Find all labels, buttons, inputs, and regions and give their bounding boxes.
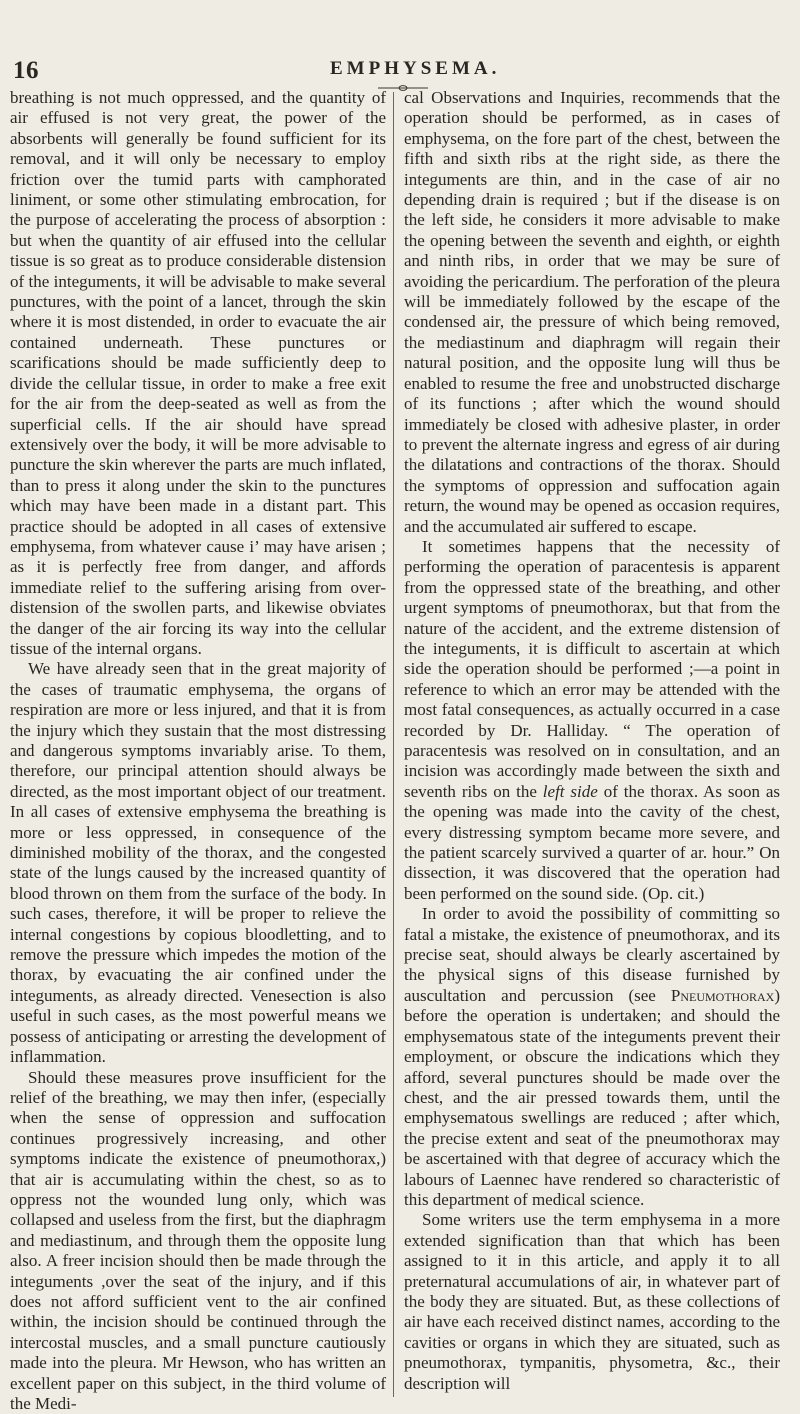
- text-run: In order to avoid the possibility of committing so fatal a mistake, the existence of pneumothorax, and its precise seat, should always be clearly ascertained by the physical signs of this disease furnished by auscultation and percussion (see: [404, 904, 780, 1005]
- paragraph: Some writers use the term emphysema in a more extended signification than that which has been assigned to it in this article, and apply it to all preternatural accumulations of air, in whatever part of the body they are situated. But, as these collections of air have each received distinct names, according to the cavities or organs in which they are situated, such as pneumothorax, tympanitis, physometra, &c., their description will: [404, 1210, 780, 1394]
- paragraph: [404, 537, 780, 904]
- paragraph: cal Observations and Inquiries, recommends that the operation should be performed, as in cases of emphysema, on the fore part of the chest, between the fifth and sixth ribs at the right side, as there the integuments are thin, and in the case of air no depending drain is required ; but if the disease is on the left side, he considers it more advisable to make the opening between the seventh and eighth, or eighth and ninth ribs, in order that we may be sure of avoiding the pericardium. The perforation of the pleura will be immediately followed by the escape of the condensed air, the pressure of which being removed, the mediastinum and diaphragm will regain their natural position, and the opposite lung will thus be enabled to resume the free and unobstructed discharge of its functions ; after which the wound should immediately be closed with adhesive plaster, in order to prevent the alternate ingress and egress of air during the dilatations and contractions of the thorax. Should the symptoms of oppression and suffocation again return, the wound may be opened as occasion requires, and the accumulated air suffered to escape.: [404, 88, 780, 537]
- paragraph: breathing is not much oppressed, and the quantity of air effused is not very great, the power of the absorbents will generally be found sufficient for its removal, and it will only be necessary to employ friction over the tumid parts with camphorated liniment, or some other stimulating embrocation, for the purpose of accelerating the process of absorption : but when the quantity of air effused into the cellular tissue is so great as to produce considerable distension of the integuments, it will be advisable to make several punctures, with the point of a lancet, through the skin where it is most distended, in order to evacuate the air contained underneath. These punctures or scarifications should be made sufficiently deep to divide the cellular tissue, in order to make a free exit for the air from the deep-seated as well as from the superficial cells. If the air should have spread extensively over the body, it will be more advisable to puncture the skin wherever the parts are much inflated, than to press it along under the skin to the punctures which may have been made in a distant part. This practice should be adopted in all cases of extensive emphysema, from whatever cause i’ may have arisen ; as it is perfectly free from danger, and affords immediate relief to the suffering arising from over-distension of the swollen parts, and likewise obviates the danger of the air forcing its way into the cellular tissue of the internal organs.: [10, 88, 386, 659]
- page-number: 16: [13, 57, 39, 85]
- paragraph: We have already seen that in the great majority of the cases of traumatic emphysema, the organs of respiration are more or less injured, and that it is from the injury which they sustain that the most distressing and dangerous symptoms invariably arise. To them, therefore, our principal attention should always be directed, as the most important object of our treatment. In all cases of extensive emphysema the breathing is more or less oppressed, in consequence of the diminished mobility of the thorax, and the congested state of the lungs caused by the increased quantity of blood thrown on them from the surface of the body. In such cases, therefore, it will be proper to relieve the internal congestions by copious bloodletting, and to remove the pressure which impedes the motion of the thorax, by evacuating the air confined under the integuments, as already directed. Venesection is also useful in such cases, as the most powerful means we possess of anticipating or arresting the development of inflammation.: [10, 659, 386, 1067]
- paragraph: Should these measures prove insufficient for the relief of the breathing, we may then infer, (especially when the sense of oppression and suffocation continues progressively increasing, and other symptoms indicate the existence of pneumothorax,) that air is accumulating within the chest, so as to oppress not the wounded lung only, which was collapsed and useless from the first, but the diaphragm and mediastinum, and through them the opposite lung also. A freer incision should then be made through the integuments ,over the seat of the injury, and if this does not afford sufficient vent to the air confined within, the incision should be continued through the intercostal muscles, and a small puncture cautiously made into the pleura. Mr Hewson, who has written an excellent paper on this subject, in the third volume of the Medi-: [10, 1068, 386, 1414]
- text-run: ) before the operation is undertaken; and should the emphysematous state of the integuments prevent their employment, or obscure the indications which they afford, several punctures should be made over the chest, and the air pressed towards them, until the emphysematous swellings are reduced ; after which, the precise extent and seat of the pneumothorax may be ascertained with that degree of accuracy which the labours of Laennec have rendered so characteristic of this department of medical science.: [404, 986, 780, 1209]
- left-column: [10, 88, 386, 1414]
- emphasis-text: left side: [543, 782, 598, 801]
- running-title: EMPHYSEMA.: [330, 58, 500, 80]
- right-column: [404, 88, 780, 1394]
- text-run: It sometimes happens that the necessity of performing the operation of paracentesis is apparent from the oppressed state of the breathing, and other urgent symptoms of pneumothorax, but that from the nature of the accident, and the extreme distension of the integuments, it is difficult to ascertain at which side the operation should be performed ;—a point in reference to which an error may be attended with the most fatal consequences, as actually occurred in a case recorded by Dr. Halliday. “ The operation of paracentesis was resolved on in consultation, and an incision was accordingly made between the sixth and seventh ribs on the: [404, 537, 780, 801]
- text-run: of the thorax. As soon as the opening was made into the cavity of the chest, every distressing symptom became more severe, and the patient scarcely survived a quarter of ar. hour.” On dissection, it was discovered that the operation had been performed on the sound side. (Op. cit.): [404, 782, 780, 903]
- cross-reference: Pneumothorax: [671, 986, 774, 1005]
- paragraph: [404, 904, 780, 1210]
- column-divider: [393, 92, 394, 1397]
